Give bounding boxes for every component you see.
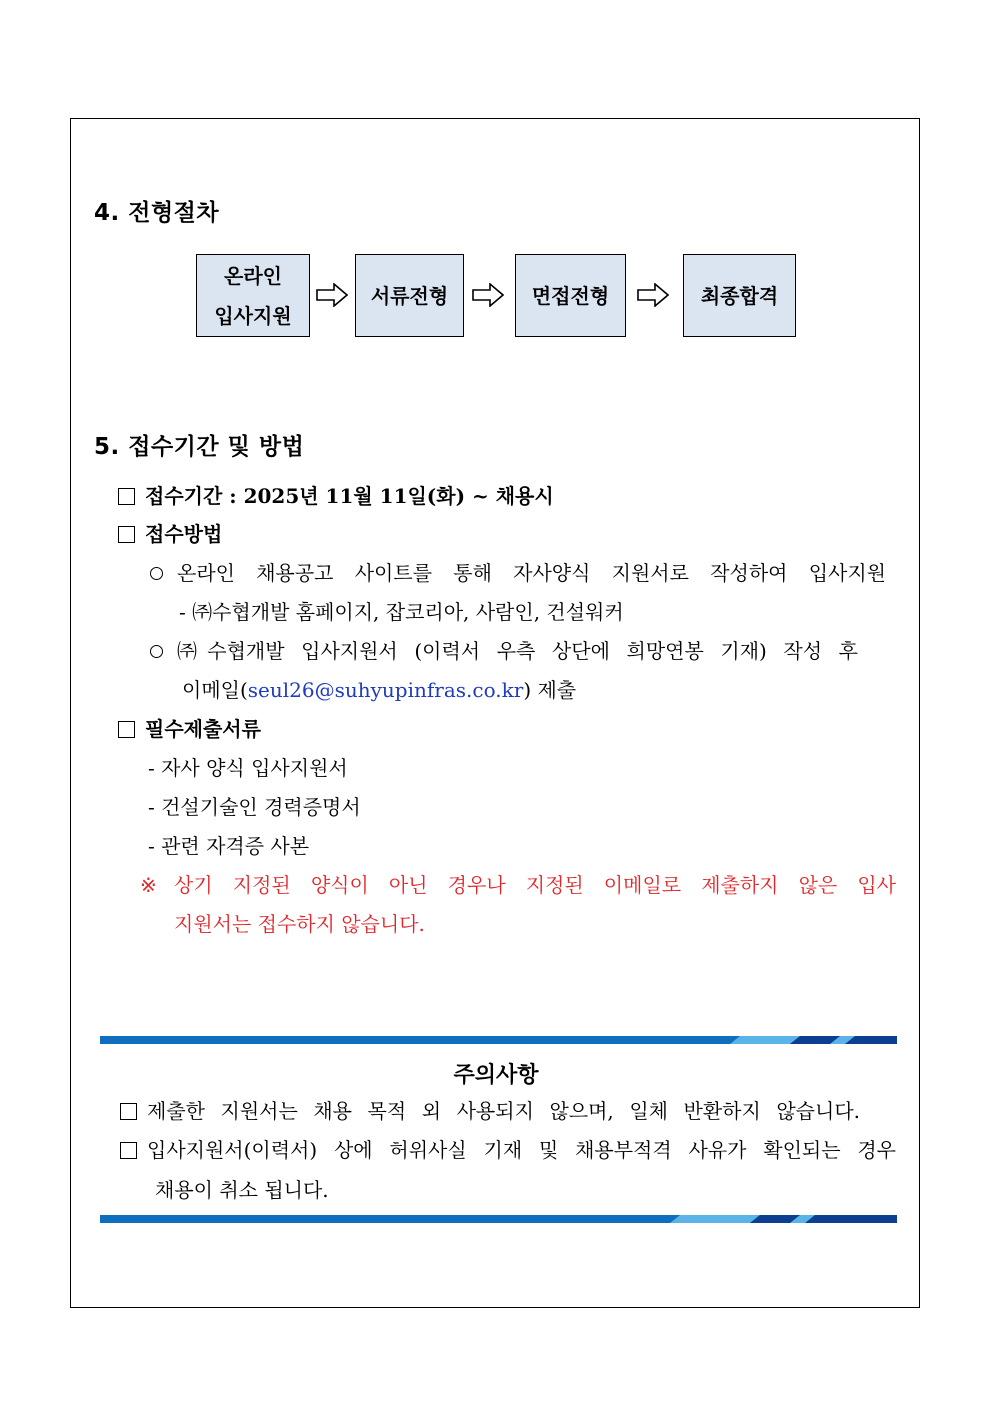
checkbox-square-icon bbox=[120, 1103, 137, 1120]
method-1 bbox=[150, 561, 886, 585]
checkbox-square-icon bbox=[118, 721, 135, 738]
doc-item: - 건설기술인 경력증명서 bbox=[148, 795, 361, 819]
warning-mark: ※ bbox=[140, 873, 157, 897]
warning-line-1 bbox=[174, 873, 896, 897]
circle-bullet-icon bbox=[150, 567, 163, 580]
circle-bullet-icon bbox=[150, 645, 163, 658]
method-2 bbox=[150, 639, 858, 663]
method-2-text: ㈜수협개발 입사지원서 (이력서 우측 상단에 희망연봉 기재) 작성 후 bbox=[177, 639, 858, 663]
doc-item: - 자사 양식 입사지원서 bbox=[148, 756, 348, 780]
notice-item-2-line2: 채용이 취소 됩니다. bbox=[155, 1178, 329, 1202]
step-document-screening bbox=[355, 254, 464, 337]
method-1-text: 온라인 채용공고 사이트를 통해 자사양식 지원서로 작성하여 입사지원 bbox=[177, 561, 886, 585]
email-prefix: 이메일( bbox=[182, 678, 248, 702]
notice-top-band bbox=[100, 1036, 897, 1044]
notice-item-2-text: 입사지원서(이력서) 상에 허위사실 기재 및 채용부적격 사유가 확인되는 경우 bbox=[147, 1138, 896, 1162]
step-interview bbox=[515, 254, 626, 337]
notice-item-1 bbox=[120, 1099, 860, 1123]
arrow-right-icon bbox=[637, 283, 669, 307]
section-5-title: 5. 접수기간 및 방법 bbox=[94, 434, 305, 460]
step-online-apply bbox=[196, 254, 310, 337]
method-item bbox=[118, 522, 222, 546]
checkbox-square-icon bbox=[120, 1142, 137, 1159]
step-final-pass bbox=[683, 254, 796, 337]
email-address: seul26@suhyupinfras.co.kr bbox=[247, 678, 524, 702]
method-2-email-line bbox=[182, 678, 576, 702]
notice-title: 주의사항 bbox=[453, 1063, 539, 1088]
step-online-apply-line1: 온라인 bbox=[224, 263, 282, 288]
email-suffix: ) 제출 bbox=[523, 678, 577, 702]
notice-item-1-text: 제출한 지원서는 채용 목적 외 사용되지 않으며, 일체 반환하지 않습니다. bbox=[147, 1099, 860, 1123]
step-document-screening-label: 서류전형 bbox=[370, 283, 449, 308]
step-online-apply-line2: 입사지원 bbox=[214, 303, 292, 328]
arrow-right-icon bbox=[316, 283, 348, 307]
checkbox-square-icon bbox=[118, 488, 135, 505]
checkbox-square-icon bbox=[118, 526, 135, 543]
docs-item bbox=[118, 717, 261, 741]
method-label: 접수방법 bbox=[145, 522, 223, 546]
warning-line-2: 지원서는 접수하지 않습니다. bbox=[174, 912, 425, 936]
section-4-title: 4. 전형절차 bbox=[94, 200, 220, 226]
method-1-sub: - ㈜수협개발 홈페이지, 잡코리아, 사람인, 건설워커 bbox=[179, 600, 624, 624]
warning-line-1-text: 상기 지정된 양식이 아닌 경우나 지정된 이메일로 제출하지 않은 입사 bbox=[174, 873, 896, 897]
notice-item-2 bbox=[120, 1138, 896, 1162]
step-interview-label: 면접전형 bbox=[531, 283, 610, 308]
docs-label: 필수제출서류 bbox=[145, 717, 261, 741]
doc-item: - 관련 자격증 사본 bbox=[148, 834, 310, 858]
notice-bottom-band bbox=[100, 1215, 897, 1223]
arrow-right-icon bbox=[472, 283, 504, 307]
step-final-pass-label: 최종합격 bbox=[700, 283, 779, 308]
period-item bbox=[118, 484, 554, 508]
period-text: 접수기간 : 2025년 11월 11일(화) ~ 채용시 bbox=[145, 484, 554, 508]
